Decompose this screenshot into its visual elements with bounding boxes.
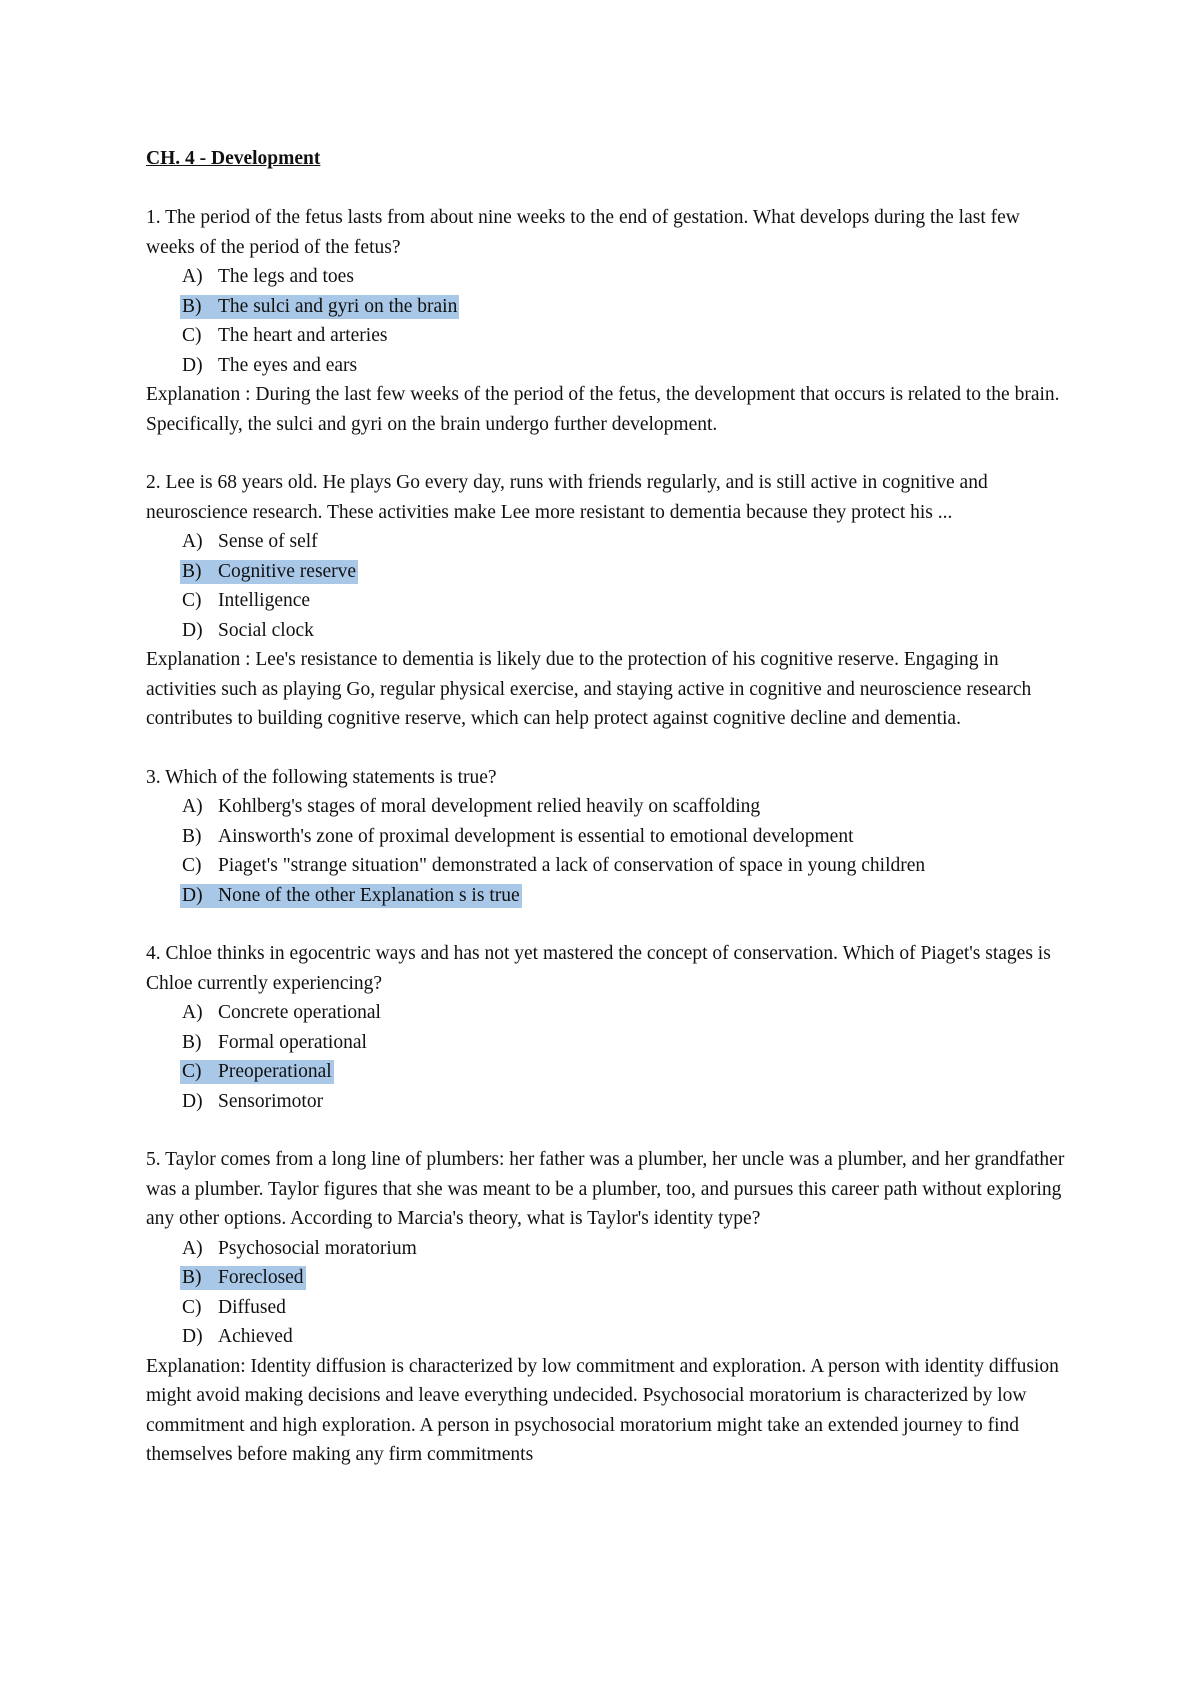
- answer-option-letter: A): [182, 1237, 203, 1259]
- answer-option-highlighted: [182, 1057, 1066, 1087]
- answer-option-text: The eyes and ears: [218, 354, 358, 376]
- answer-option-text: Social clock: [218, 619, 314, 641]
- answer-option-mark: [180, 1266, 306, 1290]
- answer-option-text: Diffused: [218, 1296, 286, 1318]
- answer-option: [182, 1234, 1066, 1264]
- answer-option-letter: C): [182, 325, 202, 346]
- answer-option-mark: [180, 265, 356, 289]
- question-block: [146, 763, 1066, 911]
- answer-option-text: The sulci and gyri on the brain: [218, 295, 458, 317]
- answer-option-text: Preoperational: [218, 1061, 332, 1082]
- answer-option-mark: [180, 884, 522, 908]
- answer-option-letter: C): [182, 855, 202, 876]
- answer-option: [182, 321, 1066, 351]
- answer-option-letter: D): [182, 884, 203, 906]
- answer-option-letter: C): [182, 1296, 202, 1318]
- question-stem: 5. Taylor comes from a long line of plumbers: her father was a plumber, her uncle was a plumber, and her grandfather was a plumber. Taylor figures that she was meant to be a plumber, too, and pursues this career path without exploring any other options. According to Marcia's theory, what is Taylor's identity type?: [146, 1149, 1065, 1229]
- answer-option-mark: [180, 1296, 288, 1320]
- answer-options: [146, 792, 1066, 910]
- answer-option-letter: A): [182, 796, 203, 817]
- answer-option: [182, 527, 1066, 557]
- answer-option: [182, 586, 1066, 616]
- answer-option-mark: [180, 854, 927, 878]
- answer-option-text: The heart and arteries: [218, 325, 388, 346]
- answer-option-letter: C): [182, 1061, 202, 1082]
- answer-option: [182, 351, 1066, 381]
- answer-option-text: Piaget's "strange situation" demonstrated a lack of conservation of space in young children: [218, 855, 926, 876]
- answer-option-text: Ainsworth's zone of proximal development is essential to emotional development: [218, 825, 854, 847]
- answer-option-text: Kohlberg's stages of moral development relied heavily on scaffolding: [218, 796, 761, 817]
- answer-option-letter: A): [182, 1002, 203, 1023]
- answer-option-mark: [180, 795, 762, 819]
- answer-option-letter: D): [182, 619, 203, 641]
- answer-option-text: Sensorimotor: [218, 1090, 324, 1112]
- answer-option-letter: A): [182, 531, 203, 552]
- answer-option: [182, 998, 1066, 1028]
- answer-option: [182, 1028, 1066, 1058]
- answer-options: [146, 262, 1066, 380]
- question-stem: 1. The period of the fetus lasts from about nine weeks to the end of gestation. What develops during the last few weeks of the period of the fetus?: [146, 207, 1020, 258]
- answer-option-highlighted: [182, 881, 1066, 911]
- answer-option-mark: [180, 1325, 295, 1349]
- question-list: [146, 203, 1066, 1470]
- answer-option-letter: A): [182, 266, 203, 287]
- answer-option-letter: D): [182, 1326, 203, 1347]
- answer-option-letter: C): [182, 590, 202, 611]
- answer-option-mark: [180, 619, 316, 643]
- answer-options: [146, 998, 1066, 1116]
- answer-option: [182, 792, 1066, 822]
- question-block: [146, 203, 1066, 439]
- question-block: [146, 1145, 1066, 1470]
- answer-option-text: Psychosocial moratorium: [218, 1237, 417, 1259]
- question-block: [146, 468, 1066, 734]
- document-title: CH. 4 - Development: [146, 148, 321, 169]
- answer-option-text: Concrete operational: [218, 1002, 381, 1023]
- answer-explanation: Explanation : Lee's resistance to dementia is likely due to the protection of his cognitive reserve. Engaging in activities such as playing Go, regular physical exercise, and staying active in cognitive and neuroscience research contributes to building cognitive reserve, which can help protect against cognitive decline and dementia.: [146, 649, 1032, 729]
- answer-option-mark: [180, 1090, 325, 1114]
- answer-option-highlighted: [182, 557, 1066, 587]
- answer-option-highlighted: [182, 292, 1066, 322]
- question-stem: 3. Which of the following statements is true?: [146, 766, 497, 788]
- answer-option-mark: [180, 324, 389, 348]
- answer-option-mark: [180, 530, 320, 554]
- answer-option-letter: B): [182, 1267, 202, 1288]
- answer-option-letter: D): [182, 1090, 203, 1112]
- answer-option-mark: [180, 825, 856, 849]
- question-stem: 2. Lee is 68 years old. He plays Go every day, runs with friends regularly, and is still active in cognitive and neuroscience research. These activities make Lee more resistant to dementia because they protect his ...: [146, 472, 988, 523]
- answer-option-text: Achieved: [218, 1326, 293, 1347]
- answer-option-mark: [180, 589, 312, 613]
- answer-option: [182, 822, 1066, 852]
- answer-option-letter: B): [182, 560, 202, 582]
- answer-option-letter: B): [182, 825, 202, 847]
- answer-option-mark: [180, 354, 359, 378]
- answer-option: [182, 1293, 1066, 1323]
- answer-explanation: Explanation : During the last few weeks of the period of the fetus, the development that occurs is related to the brain. Specifically, the sulci and gyri on the brain undergo further development.: [146, 384, 1060, 435]
- answer-explanation: Explanation: Identity diffusion is characterized by low commitment and exploration. A person with identity diffusion might avoid making decisions and leave everything undecided. Psychosocial moratorium is characterized by low commitment and high exploration. A person in psychosocial moratorium might take an extended journey to find themselves before making any firm commitments: [146, 1355, 1059, 1465]
- answer-options: [146, 527, 1066, 645]
- answer-option-letter: B): [182, 295, 202, 317]
- answer-option-mark: [180, 1031, 369, 1055]
- answer-option-text: Formal operational: [218, 1031, 367, 1053]
- answer-option-text: The legs and toes: [218, 266, 354, 287]
- answer-option-letter: B): [182, 1031, 202, 1053]
- question-block: [146, 939, 1066, 1116]
- answer-option-text: None of the other Explanation s is true: [218, 884, 520, 906]
- answer-option-text: Cognitive reserve: [218, 560, 357, 582]
- answer-option-text: Sense of self: [218, 531, 318, 552]
- answer-option: [182, 851, 1066, 881]
- answer-option: [182, 1322, 1066, 1352]
- answer-option: [182, 1087, 1066, 1117]
- answer-option-mark: [180, 295, 459, 319]
- answer-option-mark: [180, 1001, 383, 1025]
- answer-option: [182, 262, 1066, 292]
- document-page: [146, 144, 1066, 1470]
- answer-option-mark: [180, 1060, 334, 1084]
- answer-option: [182, 616, 1066, 646]
- answer-option-text: Intelligence: [218, 590, 311, 611]
- answer-option-letter: D): [182, 354, 203, 376]
- answer-option-text: Foreclosed: [218, 1267, 304, 1288]
- answer-option-highlighted: [182, 1263, 1066, 1293]
- question-stem: 4. Chloe thinks in egocentric ways and has not yet mastered the concept of conservation. Which of Piaget's stages is Chloe currently experiencing?: [146, 943, 1051, 994]
- answer-option-mark: [180, 560, 358, 584]
- answer-options: [146, 1234, 1066, 1352]
- answer-option-mark: [180, 1237, 419, 1261]
